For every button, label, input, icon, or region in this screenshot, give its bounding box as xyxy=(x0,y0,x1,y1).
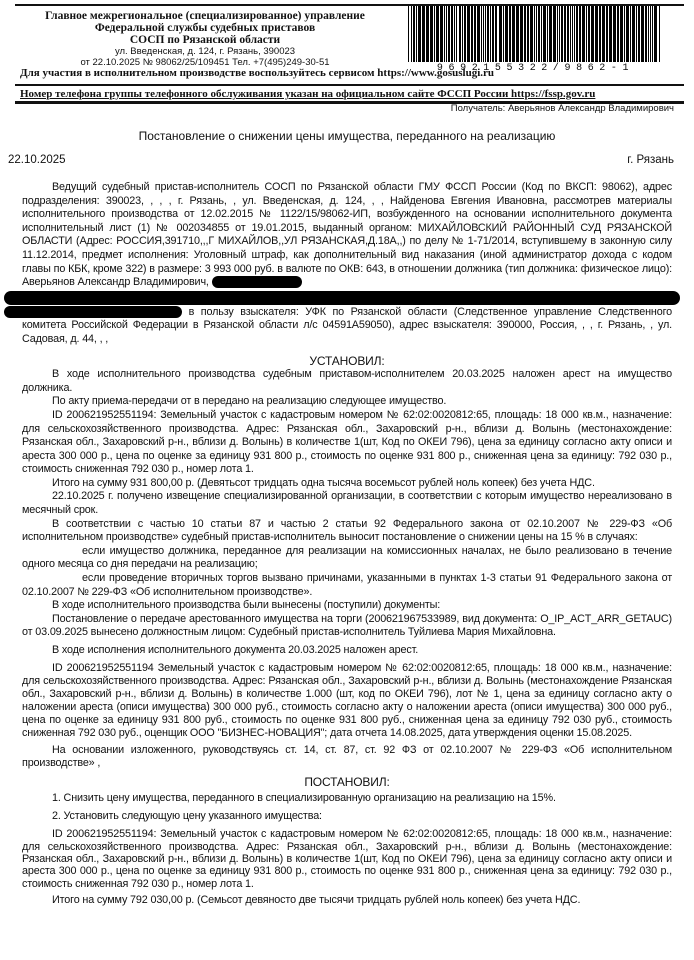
barcode-bar xyxy=(582,6,585,62)
intro-paragraph xyxy=(22,181,672,290)
established-paragraph: 22.10.2025 г. получено извещение специализированной организации, в соответствии с которым имущество нереализовано в месячный срок. xyxy=(22,490,672,517)
barcode-bar xyxy=(520,6,523,62)
barcode-bar xyxy=(512,6,515,62)
barcode-bar xyxy=(576,6,578,62)
barcode-bar xyxy=(411,6,412,62)
resolved-item: ID 200621952551194: Земельный участок с кадастровым номером № 62:02:0020812:65, площадь: 18 000 кв.м., назначение: для сельскохозяйственного производства. Адрес: Рязанская обл., Захаровский р-н., вблизи д. Волынь (местонахождение: Рязанская обл., Захаровский р-н., вблизи д. Волынь) в количестве 1(шт, Код по ОКЕИ 796), цена за единицу согласно акту описи и ареста 300 000 р., цена по оценке за единицу 931 800 р., стоимость по оценке 931 800 р., сниженная цена за единицу: 792 030 р., стоимость сниженная 792 030 р., номер лота 1. xyxy=(22,828,672,890)
intro-text: Ведущий судебный пристав-исполнитель СОСП по Рязанской области ГМУ ФССП России (Код по ВКСП: 98062), адрес подразделения: 390023, , , , г. Рязань, , ул. Введенская, д. 124, , , Найденова Евгения Ивановна, рассмотрев материалы исполнительного производства от 12.02.2015 № 1122/15/98062-ИП, возбужденного на основании исполнительного документа исполнительный лист (1) № 002034855 от 19.01.2015, выданный органом: МИХАЙЛОВСКИЙ РАЙОННЫЙ СУД РЯЗАНСКОЙ ОБЛАСТИ (Адрес: РОССИЯ,391710,,,Г МИХАЙЛОВ,,УЛ РЯЗАНСКАЯ,Д.18А,,) по делу № 1-71/2014, вступившему в законную силу 11.12.2014, предмет исполнения: Уголовный штраф, как дополнительный вид наказания (иной администратор дохода с кодом главы по КБК, кроме 322) в размере: 3 993 000 руб. в валюте по ОКВ: 643, в отношении должника (тип должника: физическое лицо): Аверьянов Александр Владимирович, xyxy=(22,181,672,289)
barcode-bar xyxy=(549,6,552,62)
barcode-bar xyxy=(534,6,535,62)
org-line-2: Федеральной службы судебных приставов xyxy=(94,22,316,34)
barcode-bar xyxy=(462,6,463,62)
barcode-bar xyxy=(474,6,476,62)
barcode-bar xyxy=(464,6,466,62)
barcode-bar xyxy=(650,6,651,62)
document-body xyxy=(22,181,672,907)
barcode-bar xyxy=(416,6,417,62)
phone-notice: Номер телефона группы телефонного обслуживания указан на официальном сайте ФССП России https://fssp.gov.ru xyxy=(20,88,596,100)
barcode-bar xyxy=(440,6,443,62)
barcode-bar xyxy=(543,6,546,62)
barcode-bar xyxy=(572,6,573,62)
creditor-paragraph xyxy=(22,306,672,347)
barcode-bar xyxy=(444,6,445,62)
barcode-bar xyxy=(426,6,429,62)
document-date: 22.10.2025 xyxy=(8,154,66,166)
barcode-bar xyxy=(481,6,482,62)
barcode-bar xyxy=(630,6,631,62)
barcode-bar xyxy=(557,6,558,62)
barcode-bar xyxy=(588,6,590,62)
barcode-bar xyxy=(659,6,660,62)
barcode-bar xyxy=(561,6,563,62)
established-paragraph: По акту приема-передачи от в передано на реализацию следующее имущество. xyxy=(52,395,447,408)
org-line-3: СОСП по Рязанской области xyxy=(129,34,281,46)
issuer-block xyxy=(40,10,370,68)
barcode-bar xyxy=(430,6,433,62)
barcode-bar xyxy=(408,6,409,62)
barcode-bar xyxy=(632,6,635,62)
established-paragraph: В ходе исполнительного производства были вынесены (поступили) документы: xyxy=(52,599,441,612)
barcode-bar xyxy=(553,6,556,62)
barcode-bar xyxy=(547,6,548,62)
barcode-bar xyxy=(636,6,637,62)
barcode-bar xyxy=(483,6,484,62)
barcode-bar xyxy=(599,6,601,62)
barcode-bar xyxy=(471,6,473,62)
barcode-bar xyxy=(626,6,629,62)
barcode-bar xyxy=(609,6,612,62)
resolved-total: Итого на сумму 792 030,00 р. (Семьсот девяносто две тысячи тридцать рублей ноль копеек) без учета НДС. xyxy=(52,894,581,907)
barcode-bar xyxy=(570,6,571,62)
gosuslugi-notice: Для участия в исполнительном производстве воспользуйтесь сервисом https://www.gosuslugi.ru xyxy=(20,67,495,79)
barcode-bar xyxy=(652,6,653,62)
barcode-bar xyxy=(654,6,657,62)
established-paragraph: Постановление о передаче арестованного имущества на торги (200621967533989, вид документа: O_IP_ACT_ARR_GETAUC) от 03.09.2025 вынесено должностным лицом: Судебный пристав-исполнитель Туйлиева Мария Михайловна. xyxy=(22,612,672,639)
established-paragraph: На основании изложенного, руководствуясь ст. 14, ст. 87, ст. 92 ФЗ от 02.10.2007 № 229-ФЗ «Об исполнительном производстве» , xyxy=(22,743,672,769)
redaction-bar xyxy=(4,291,680,305)
barcode-bar xyxy=(617,6,619,62)
barcode-bar xyxy=(485,6,486,62)
barcode-bar xyxy=(541,6,542,62)
barcode-bar xyxy=(645,6,647,62)
barcode-bar xyxy=(503,6,504,62)
barcode-bar xyxy=(538,6,540,62)
barcode-bar xyxy=(648,6,649,62)
established-paragraph: Итого на сумму 931 800,00 р. (Девятьсот тридцать одна тысяча восемьсот рублей ноль копеек) без учета НДС. xyxy=(52,476,595,489)
barcode-bar xyxy=(564,6,566,62)
barcode-bar xyxy=(451,6,453,62)
barcode-bar xyxy=(509,6,511,62)
barcode-bar xyxy=(530,6,533,62)
barcode-bar xyxy=(413,6,415,62)
established-paragraph: В ходе исполнения исполнительного документа 20.03.2025 наложен арест. xyxy=(52,644,419,656)
barcode-bar xyxy=(567,6,569,62)
barcode-bar xyxy=(495,6,497,62)
redaction-bar xyxy=(4,306,182,318)
resolved-item: 2. Установить следующую цену указанного имущества: xyxy=(52,810,322,823)
barcode-bar xyxy=(586,6,587,62)
barcode-bar xyxy=(579,6,581,62)
resolved-item: 1. Снизить цену имущества, переданного в специализированную организацию на реализацию на 15%. xyxy=(52,792,556,805)
barcode-bar xyxy=(448,6,450,62)
barcode-number: 9692155322/9862-1 xyxy=(436,63,635,74)
barcode-bar xyxy=(487,6,489,62)
document-city: г. Рязань xyxy=(627,154,674,166)
barcode xyxy=(408,6,663,62)
barcode-bar xyxy=(436,6,439,62)
barcode-bar xyxy=(559,6,560,62)
barcode-bar xyxy=(434,6,435,62)
barcode-bar xyxy=(638,6,640,62)
barcode-bar xyxy=(422,6,425,62)
barcode-bar xyxy=(505,6,508,62)
resolved-heading: ПОСТАНОВИЛ: xyxy=(304,774,390,789)
org-address: ул. Введенская, д. 124, г. Рязань, 390023 xyxy=(114,46,296,57)
established-paragraph: ID 200621952551194 Земельный участок с кадастровым номером № 62:02:0020812:65, площадь: 18 000 кв.м., назначение: для сельскохозяйственного производства. Адрес: Рязанская обл., Захаровский р-н., вблизи д. Волынь (местонахождение Рязанская обл., Захаровский р-н., вблизи д. Волынь) в количестве 1.000 (шт, код по ОКЕИ 796), лот № 1, цена за единицу согласно акту о наложении ареста (описи имущества) 300 000 руб., стоимость согласно акту о наложении ареста (описи имущества) 300 000 руб., цена по оценке за единицу 931 800 руб., стоимость по оценке 931 800 руб., сниженная цена за единицу 792 030 руб., стоимость сниженная 792 030 руб., оценщик ООО "БИЗНЕС-НОВАЦИЯ"; дата отчета 14.08.2025, дата утверждения оценки 15.08.2025. xyxy=(22,661,672,739)
barcode-bar xyxy=(516,6,519,62)
barcode-bar xyxy=(595,6,598,62)
org-line-1: Главное межрегиональное (специализированное) управление xyxy=(45,10,365,22)
barcode-bar xyxy=(602,6,605,62)
barcode-bar xyxy=(641,6,644,62)
document-reference: от 22.10.2025 № 98062/25/109451 Тел. +7(495)249-30-51 xyxy=(80,57,330,68)
barcode-bar xyxy=(591,6,594,62)
barcode-bar xyxy=(606,6,608,62)
barcode-bar xyxy=(536,6,537,62)
barcode-bar xyxy=(456,6,457,62)
barcode-bar xyxy=(454,6,455,62)
creditor-text: в пользу взыскателя: УФК по Рязанской области (Следственное управление Следственного комитета Российской Федерации в Рязанской области л/с 04591А59050), адрес взыскателя: 390000, Россия, , , г. Рязань, , ул. Садовая, д. 44, , , xyxy=(22,305,672,345)
established-paragraph: если проведение вторичных торгов вызвано причинами, указанными в пунктах 1-3 статьи 91 Федерального закона от 02.10.2007 № 229-ФЗ «Об исполнительном производстве». xyxy=(22,572,672,598)
established-heading: УСТАНОВИЛ: xyxy=(309,353,385,368)
redaction-bar xyxy=(212,276,302,288)
recipient: Получатель: Аверьянов Александр Владимирович xyxy=(450,103,674,114)
established-paragraph: ID 200621952551194: Земельный участок с кадастровым номером № 62:02:0020812:65, площадь: 18 000 кв.м., назначение: для сельскохозяйственного производства. Адрес: Рязанская обл., Захаровский р-н., вблизи д. Волынь (местонахождение: Рязанская обл., Захаровский р-н., вблизи д. Волынь) в количестве 1(шт, Код по ОКЕИ 796), цена за единицу согласно акту описи и ареста 300 000 р., цена по оценке за единицу 931 800 р., стоимость по оценке 931 800 р., сниженная цена за единицу: 792 030 р., стоимость сниженная 792 030 р., номер лота 1. xyxy=(22,408,672,476)
barcode-bar xyxy=(527,6,529,62)
established-paragraph: В ходе исполнительного производства судебным приставом-исполнителем 20.03.2025 наложен арест на имущество должника. xyxy=(22,368,672,394)
barcode-bar xyxy=(620,6,623,62)
barcode-bar xyxy=(418,6,421,62)
barcode-bar xyxy=(490,6,491,62)
barcode-bar xyxy=(524,6,526,62)
barcode-bar xyxy=(467,6,470,62)
separator-rule xyxy=(15,84,684,86)
barcode-bar xyxy=(574,6,575,62)
document-title: Постановление о снижении цены имущества, переданного на реализацию xyxy=(138,129,556,143)
established-paragraph: если имущество должника, переданное для реализации на комиссионных началах, не было реализовано в течение одного месяца со дня передачи на реализацию; xyxy=(22,544,672,571)
barcode-bar xyxy=(477,6,480,62)
established-paragraph: В соответствии с частью 10 статьи 87 и частью 2 статьи 92 Федерального закона от 02.10.2007 № 229-ФЗ «Об исполнительном производстве» судебный пристав-исполнитель выносит постановление о снижении цены на 15 % в случаях: xyxy=(22,517,672,544)
barcode-bar xyxy=(624,6,625,62)
barcode-bar xyxy=(446,6,447,62)
barcode-bar xyxy=(613,6,616,62)
barcode-bar xyxy=(459,6,461,62)
barcode-bar xyxy=(492,6,494,62)
barcode-bar xyxy=(499,6,502,62)
